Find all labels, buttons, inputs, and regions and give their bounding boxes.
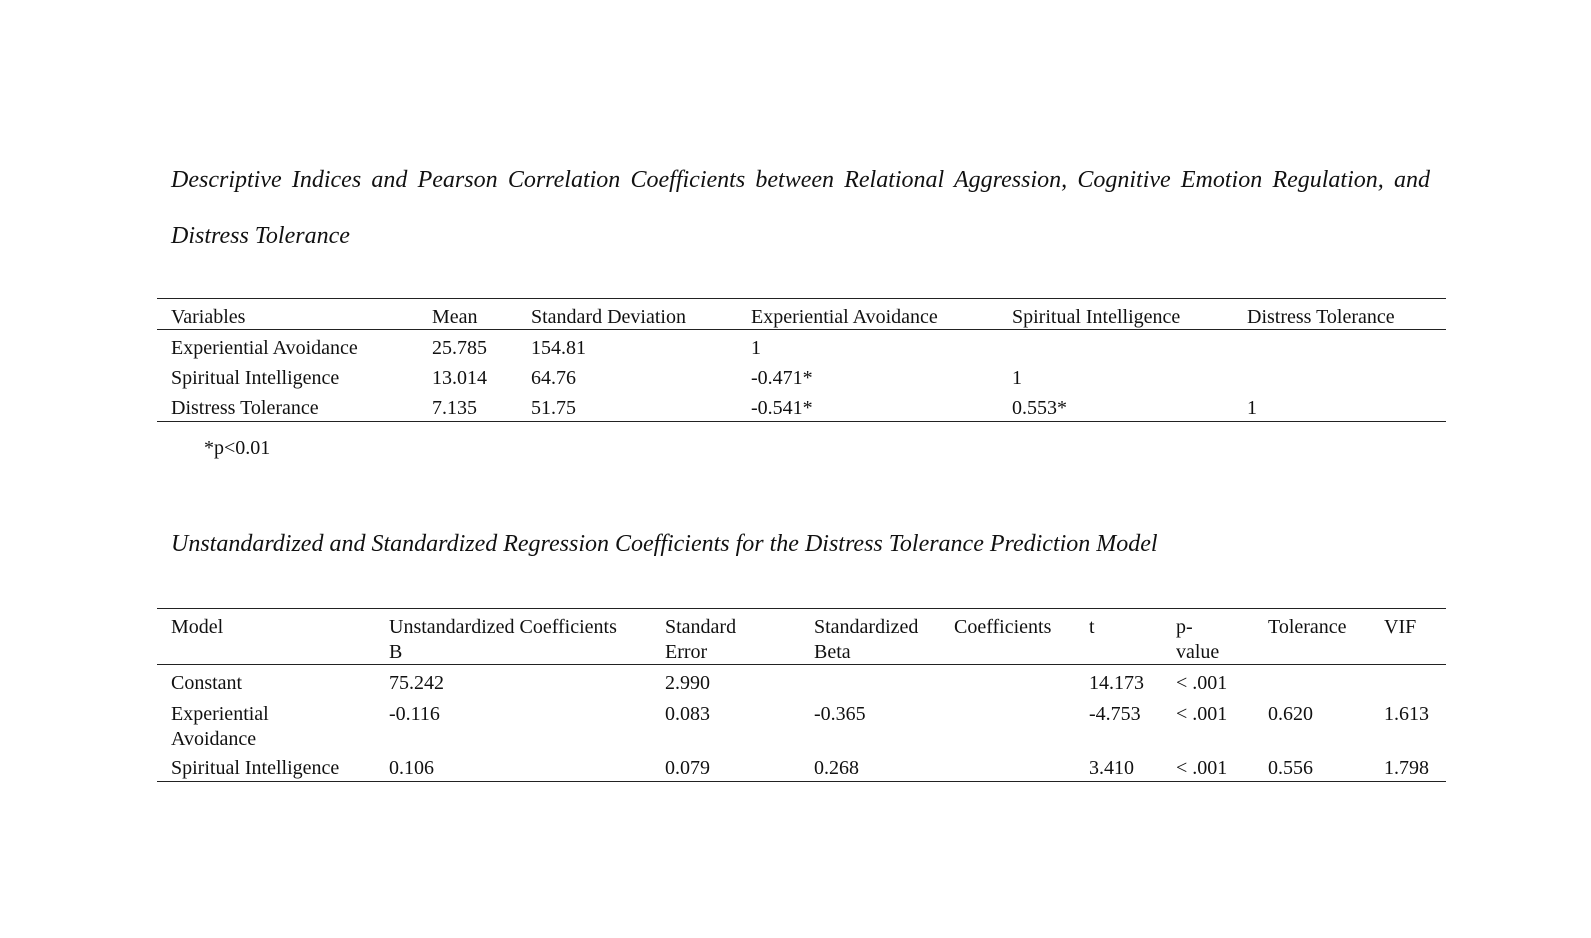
table1-row2-mean: 13.014	[432, 367, 487, 389]
table1-row1-variable: Experiential Avoidance	[171, 337, 358, 359]
table2-row2-model-line2: Avoidance	[171, 728, 257, 750]
table1-row3-mean: 7.135	[432, 397, 477, 419]
table2-row1-t: 14.173	[1089, 672, 1144, 694]
table1-header-mean: Mean	[432, 306, 478, 328]
table2-header-beta: Beta	[814, 641, 851, 663]
table2-row2-t: -4.753	[1089, 703, 1141, 725]
table2-row1-model: Constant	[171, 672, 243, 694]
table2-row2-b: -0.116	[389, 703, 440, 725]
table2-header-tolerance: Tolerance	[1268, 616, 1347, 638]
table1-row2-si: 1	[1012, 367, 1022, 389]
table2-header-standardized: Standardized	[814, 616, 919, 638]
table2-header-model: Model	[171, 616, 224, 638]
table2-row3-p: < .001	[1176, 757, 1228, 779]
table2-header-coefficients: Coefficients	[954, 616, 1052, 638]
table1-header-experiential-avoidance: Experiential Avoidance	[751, 306, 938, 328]
table1-top-rule	[157, 298, 1446, 299]
table2-row3-vif: 1.798	[1384, 757, 1429, 779]
table1-header-variables: Variables	[171, 306, 246, 328]
table2-header-value: value	[1176, 641, 1220, 663]
table1-header-distress-tolerance: Distress Tolerance	[1247, 306, 1395, 328]
table1-row3-dt: 1	[1247, 397, 1257, 419]
table2-row3-beta: 0.268	[814, 757, 859, 779]
table2-header-error: Error	[665, 641, 708, 663]
table1-row3-ea: -0.541*	[751, 397, 813, 419]
table1-header-sd: Standard Deviation	[531, 306, 686, 328]
table2-row2-tolerance: 0.620	[1268, 703, 1313, 725]
table2-header-rule	[157, 664, 1446, 665]
table2-row3-se: 0.079	[665, 757, 710, 779]
table2-header-unstd-coefficients: Unstandardized Coefficients	[389, 616, 617, 638]
table1-row3-si: 0.553*	[1012, 397, 1067, 419]
table1-row1-ea: 1	[751, 337, 761, 359]
table2-row2-beta: -0.365	[814, 703, 866, 725]
table1-row2-variable: Spiritual Intelligence	[171, 367, 340, 389]
table2-row2-model-line1: Experiential	[171, 703, 269, 725]
table1-note: *p<0.01	[204, 437, 271, 459]
table1-row1-mean: 25.785	[432, 337, 487, 359]
table1-row1-sd: 154.81	[531, 337, 586, 359]
table2-row3-b: 0.106	[389, 757, 434, 779]
table2-header-p: p-	[1176, 616, 1193, 638]
table2-header-vif: VIF	[1384, 616, 1417, 638]
table2-row3-t: 3.410	[1089, 757, 1134, 779]
table2-row1-b: 75.242	[389, 672, 444, 694]
table2-row2-p: < .001	[1176, 703, 1228, 725]
table1-bottom-rule	[157, 421, 1446, 422]
table2-header-standard: Standard	[665, 616, 737, 638]
table1-row3-sd: 51.75	[531, 397, 576, 419]
table2-row3-tolerance: 0.556	[1268, 757, 1313, 779]
table2-caption: Unstandardized and Standardized Regression Coefficients for the Distress Tolerance Prediction Model	[171, 531, 1158, 557]
table2-row3-model: Spiritual Intelligence	[171, 757, 340, 779]
table1-caption-line2: Distress Tolerance	[171, 223, 350, 249]
table2-header-b: B	[389, 641, 403, 663]
table1-row2-ea: -0.471*	[751, 367, 813, 389]
table2-row2-vif: 1.613	[1384, 703, 1429, 725]
table1-row3-variable: Distress Tolerance	[171, 397, 319, 419]
table1-header-spiritual-intelligence: Spiritual Intelligence	[1012, 306, 1181, 328]
table2-row1-p: < .001	[1176, 672, 1228, 694]
table2-bottom-rule	[157, 781, 1446, 782]
table2-top-rule	[157, 608, 1446, 609]
table2-row2-se: 0.083	[665, 703, 710, 725]
table2-row1-se: 2.990	[665, 672, 710, 694]
table1-row2-sd: 64.76	[531, 367, 576, 389]
table2-header-t: t	[1089, 616, 1095, 638]
table1-caption-line1: Descriptive Indices and Pearson Correlation Coefficients between Relational Aggression, Cognitive Emotion Regulation, and	[171, 167, 1430, 193]
